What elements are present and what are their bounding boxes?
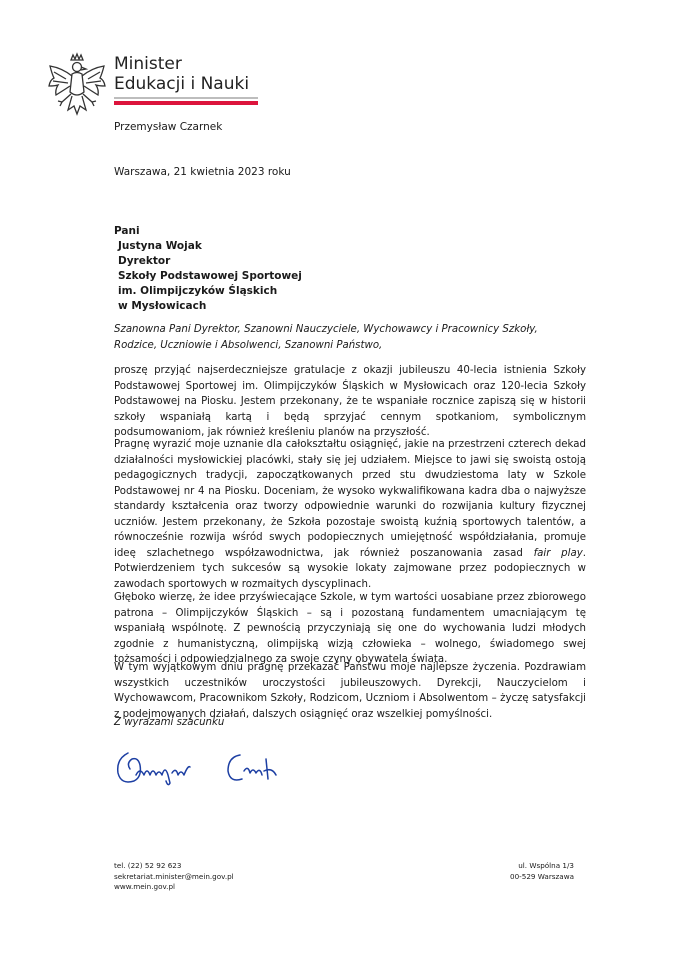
addressee-line: w Mysłowicach <box>118 300 207 312</box>
addressee-line: Szkoły Podstawowej Sportowej <box>118 270 302 282</box>
place-date: Warszawa, 21 kwietnia 2023 roku <box>114 166 291 178</box>
handwritten-signature <box>112 745 294 791</box>
footer-email[interactable]: sekretariat.minister@mein.gov.pl <box>114 871 234 881</box>
minister-name: Przemysław Czarnek <box>114 121 223 133</box>
footer-contact <box>114 861 234 893</box>
salutation: Szanowna Pani Dyrektor, Szanowni Nauczyciele, Wychowawcy i Pracownicy Szkoły, Rodzice, Uczniowie i Absolwenci, Szanowni Państwo, <box>114 324 538 351</box>
addressee-line: im. Olimpijczyków Śląskich <box>118 285 278 297</box>
addressee-block <box>114 224 302 314</box>
ministry-name-line1: Minister <box>114 54 182 74</box>
ministry-name <box>114 54 249 94</box>
footer-postcode-city: 00-529 Warszawa <box>510 871 574 881</box>
polish-eagle-emblem-icon <box>44 52 110 122</box>
paragraph-2-text-a: Pragnę wyrazić moje uznanie dla całokształtu osiągnięć, jakie na przestrzeni czterech dekad działalności mysłowickiej placówki, stały się jej udziałem. Miejsce to jawi się swoistą ostoją pedagogicznych tradycji, zapoczątkowanych przed stu dwudziestoma laty w Szkole Podstawowej nr 4 na Piosku. Doceniam, że wysoko wykwalifikowana kadra dba o najwyższe standardy kształcenia oraz tworzy odpowiednie warunki do rozwijania kultury fizycznej uczniów. Jestem przekonany, że Szkoła pozostaje swoistą kuźnią sportowych talentów, a równocześnie rozwija wśród swych podopiecznych umiejętność współdziałania, promuje ideę szlachetnego współzawodnictwa, jak również poszanowania zasad <box>114 439 586 559</box>
closing-phrase: Z wyrazami szacunku <box>114 717 225 728</box>
flag-red-stripe <box>114 101 258 105</box>
body-paragraph-3: Głęboko wierzę, że idee przyświecające Szkole, w tym wartości uosabiane przez zbiorowego patrona – Olimpijczyków Śląskich – są i pozostaną fundamentem umacniającym tę wspaniałą wspólnotę. Z pewnością przyczyniają się one do wychowania ludzi młodych zgodnie z humanistyczną, olimpijską wizją człowieka – wolnego, świadomego swej tożsamości i odpowiedzialnego za swoje czyny obywatela świata. <box>114 592 586 665</box>
footer-website[interactable]: www.mein.gov.pl <box>114 882 176 891</box>
body-paragraph-4: W tym wyjątkowym dniu pragnę przekazać Państwu moje najlepsze życzenia. Pozdrawiam wszystkich uczestników uroczystości jubileuszowych. Dyrekcji, Nauczycielom i Wychowawcom, Pracownikom Szkoły, Rodzicom, Uczniom i Absolwentom – życzę satysfakcji z podejmowanych działań, dalszych osiągnięć oraz wszelkiej pomyślności. <box>114 662 586 720</box>
body-paragraph-2 <box>114 437 586 592</box>
flag-stripe <box>114 97 258 105</box>
addressee-line: Justyna Wojak <box>118 240 202 252</box>
footer-street: ul. Wspólna 1/3 <box>518 861 574 870</box>
ministry-name-line2: Edukacji i Nauki <box>114 74 250 94</box>
footer-phone: tel. (22) 52 92 623 <box>114 861 182 870</box>
addressee-line: Dyrektor <box>118 255 171 267</box>
fair-play-phrase: fair play <box>533 547 583 559</box>
addressee-line: Pani <box>114 225 140 237</box>
flag-white-stripe <box>114 97 258 99</box>
paragraph-2-text-b: . Potwierdzeniem tych sukcesów są wysokie lokaty zajmowane przez podopiecznych w zawodach sportowych w rozmaitych dyscyplinach. <box>114 547 587 590</box>
body-paragraph-1: proszę przyjąć najserdeczniejsze gratulacje z okazji jubileuszu 40-lecia istnienia Szkoły Podstawowej Sportowej im. Olimpijczyków Śląskich w Mysłowicach oraz 120-lecia Szkoły Podstawowej na Piosku. Jestem przekonany, że te wspaniałe rocznice zapiszą się w historii szkoły wspaniałą kartą i będą sprzyjać cennym spotkaniom, symbolicznym podsumowaniom, jak również kreśleniu planów na przyszłość. <box>114 365 586 438</box>
footer-address <box>486 861 574 882</box>
